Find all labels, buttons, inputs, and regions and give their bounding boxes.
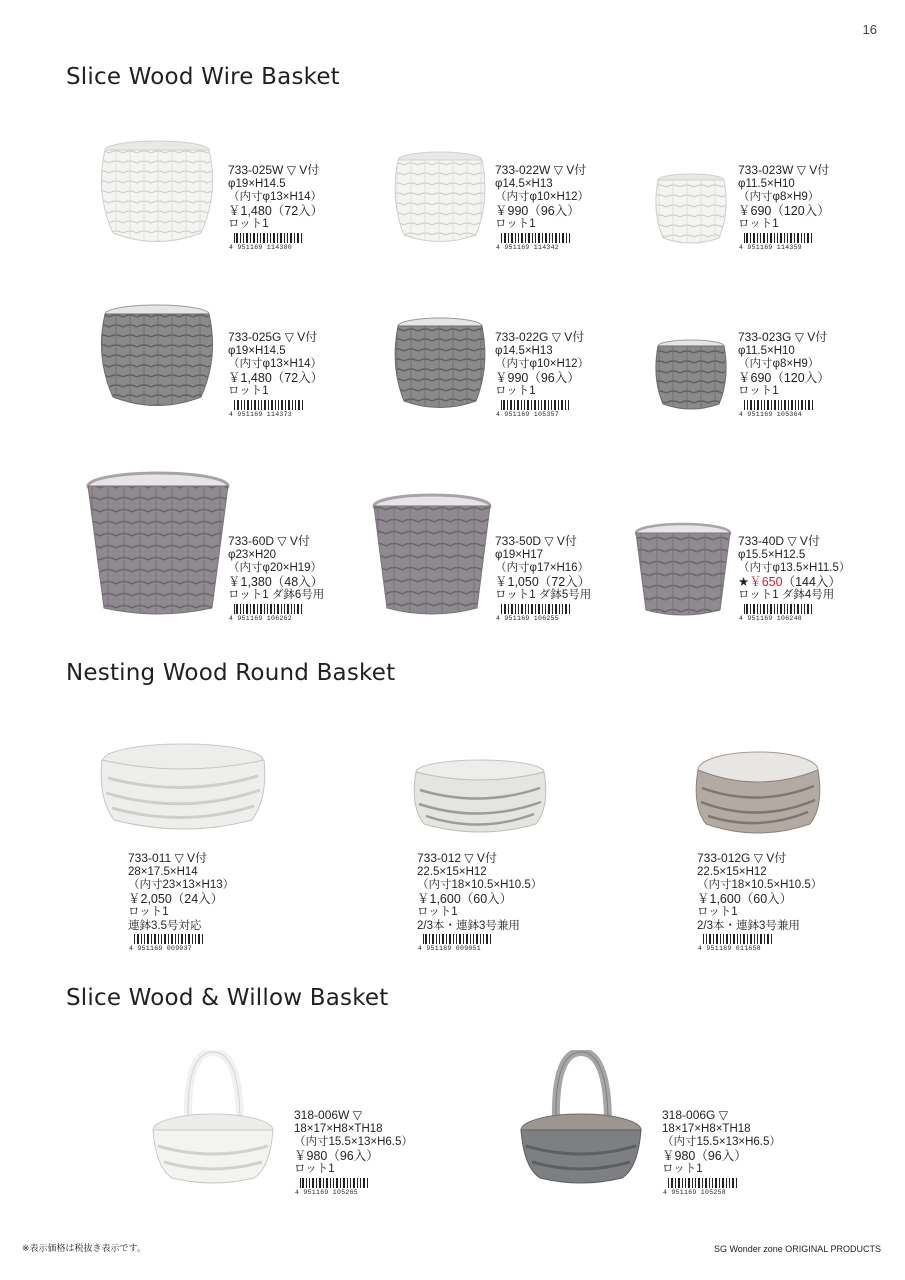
product-inner-size: （内寸15.5×13×H6.5） — [662, 1136, 781, 1148]
barcode-number: 4 951169 106255 — [496, 614, 560, 622]
product-size: 22.5×15×H12 — [417, 865, 487, 878]
price-sale: ￥650 — [749, 574, 783, 589]
barcode — [495, 400, 573, 416]
product-lot: ロット1 — [697, 906, 738, 918]
basket-photo-733-60D — [84, 470, 232, 620]
basket-photo-733-025G — [95, 302, 220, 412]
barcode-number: 4 951169 114359 — [739, 243, 803, 251]
product-inner-size: （内寸φ20×H19） — [228, 562, 323, 574]
product-inner-size: （内寸φ10×H12） — [495, 358, 590, 370]
barcode — [294, 1178, 372, 1194]
star-icon: ★ — [738, 574, 750, 589]
product-size: φ19×H17 — [495, 548, 544, 561]
product-lot: ロット1 — [738, 218, 779, 230]
product-price — [738, 576, 850, 590]
product-info-733-023W — [738, 164, 830, 249]
product-info-733-60D — [228, 535, 324, 620]
barcode — [228, 233, 306, 249]
product-price: ￥980（96入） — [662, 1148, 747, 1163]
product-code: 733-023W ▽ V付 — [738, 163, 830, 177]
page-number: 16 — [862, 22, 877, 37]
product-price: ￥1,050（72入） — [495, 574, 591, 589]
product-size: φ15.5×H12.5 — [738, 548, 806, 561]
basket-photo-733-011 — [98, 738, 268, 836]
product-lot: ロット1 — [662, 1163, 703, 1175]
basket-photo-733-012 — [410, 756, 550, 838]
barcode-number: 4 951169 009037 — [129, 945, 193, 952]
product-code: 733-011 ▽ V付 — [128, 851, 208, 865]
barcode — [738, 604, 816, 620]
product-size: 18×17×H8×TH18 — [294, 1122, 383, 1135]
product-info-733-025G — [228, 331, 323, 416]
product-info-733-022G — [495, 331, 589, 416]
basket-photo-733-023G — [652, 338, 730, 414]
product-note: 連鉢3.5号対応 — [128, 919, 202, 932]
barcode — [495, 233, 573, 249]
basket-photo-733-025W — [95, 138, 220, 248]
basket-photo-733-012G — [692, 748, 824, 842]
basket-photo-318-006W — [148, 1050, 278, 1188]
product-info-733-025W — [228, 164, 323, 249]
product-size: 22.5×15×H12 — [697, 865, 767, 878]
barcode-number: 4 951169 114342 — [496, 243, 560, 251]
product-info-733-012G — [697, 852, 822, 950]
product-price: ￥990（96入） — [495, 203, 580, 218]
product-code: 733-012G ▽ V付 — [697, 851, 787, 865]
product-info-733-50D — [495, 535, 591, 620]
product-code: 318-006W ▽ — [294, 1108, 362, 1122]
product-code: 733-60D ▽ V付 — [228, 534, 310, 548]
product-note: 2/3本・連鉢3号兼用 — [697, 919, 800, 932]
product-code: 733-40D ▽ V付 — [738, 534, 820, 548]
product-price: ￥1,600（60入） — [697, 891, 793, 906]
tax-note: ※表示価格は税抜き表示です。 — [22, 1243, 146, 1253]
basket-photo-733-022W — [390, 150, 490, 248]
product-size: φ11.5×H10 — [738, 344, 795, 357]
product-lot: ロット1 ダ鉢4号用 — [738, 589, 835, 601]
product-lot: ロット1 — [228, 385, 269, 397]
product-inner-size: （内寸φ8×H9） — [738, 191, 820, 203]
product-inner-size: （内寸18×10.5×H10.5） — [417, 879, 543, 891]
product-price: ￥980（96入） — [294, 1148, 379, 1163]
product-info-733-022W — [495, 164, 589, 249]
product-inner-size: （内寸23×13×H13） — [128, 879, 235, 891]
brand-footer: SG Wonder zone ORIGINAL PRODUCTS — [713, 1244, 881, 1254]
product-info-318-006G — [662, 1109, 781, 1194]
product-size: φ19×H14.5 — [228, 344, 286, 357]
basket-photo-733-50D — [370, 492, 494, 620]
product-lot: ロット1 ダ鉢5号用 — [495, 589, 592, 601]
barcode — [228, 400, 306, 416]
product-code: 733-023G ▽ V付 — [738, 330, 828, 344]
basket-photo-733-40D — [633, 522, 733, 620]
product-size: φ14.5×H13 — [495, 344, 553, 357]
barcode-number: 4 951169 105258 — [663, 1188, 727, 1196]
product-code: 733-022G ▽ V付 — [495, 330, 585, 344]
section-title-slice-wood-willow: Slice Wood & Willow Basket — [66, 985, 389, 1011]
product-code: 733-012 ▽ V付 — [417, 851, 497, 865]
barcode-number: 4 951169 009051 — [418, 945, 482, 952]
barcode-number: 4 951169 105265 — [295, 1188, 359, 1196]
barcode — [417, 934, 495, 950]
section-title-slice-wood-wire: Slice Wood Wire Basket — [66, 64, 340, 90]
barcode — [697, 934, 775, 950]
barcode — [128, 934, 206, 950]
product-inner-size: （内寸φ17×H16） — [495, 562, 590, 574]
product-inner-size: （内寸φ13×H14） — [228, 191, 323, 203]
product-info-733-012 — [417, 852, 542, 950]
product-code: 733-025W ▽ V付 — [228, 163, 320, 177]
product-lot: ロット1 — [128, 906, 169, 918]
product-note: 2/3本・連鉢3号兼用 — [417, 919, 520, 932]
product-inner-size: （内寸15.5×13×H6.5） — [294, 1136, 413, 1148]
product-size: 18×17×H8×TH18 — [662, 1122, 751, 1135]
product-inner-size: （内寸φ13×H14） — [228, 358, 323, 370]
product-lot: ロット1 ダ鉢6号用 — [228, 589, 325, 601]
barcode-number: 4 951169 105364 — [739, 410, 803, 418]
product-lot: ロット1 — [495, 218, 536, 230]
product-inner-size: （内寸φ8×H9） — [738, 358, 820, 370]
barcode — [495, 604, 573, 620]
product-price: ￥2,050（24入） — [128, 891, 224, 906]
product-code: 733-50D ▽ V付 — [495, 534, 577, 548]
product-inner-size: （内寸φ13.5×H11.5） — [738, 562, 851, 574]
product-info-318-006W — [294, 1109, 413, 1194]
product-inner-size: （内寸18×10.5×H10.5） — [697, 879, 823, 891]
product-lot: ロット1 — [738, 385, 779, 397]
barcode — [738, 400, 816, 416]
barcode-number: 4 951169 106248 — [739, 614, 803, 622]
barcode-number: 4 951169 105357 — [496, 410, 560, 418]
barcode-number: 4 951169 106262 — [229, 614, 293, 622]
product-price: ￥1,600（60入） — [417, 891, 513, 906]
product-size: φ14.5×H13 — [495, 177, 553, 190]
product-size: φ11.5×H10 — [738, 177, 795, 190]
product-lot: ロット1 — [495, 385, 536, 397]
product-price: ￥690（120入） — [738, 203, 830, 218]
product-price: ￥1,380（48入） — [228, 574, 324, 589]
product-code: 318-006G ▽ — [662, 1108, 728, 1122]
product-inner-size: （内寸φ10×H12） — [495, 191, 590, 203]
product-info-733-40D — [738, 535, 850, 620]
product-size: φ23×H20 — [228, 548, 277, 561]
product-price: ￥1,480（72入） — [228, 203, 324, 218]
product-info-733-011 — [128, 852, 234, 950]
barcode — [228, 604, 306, 620]
basket-photo-733-022G — [390, 316, 490, 414]
basket-photo-733-023W — [652, 172, 730, 248]
product-price: ￥990（96入） — [495, 370, 580, 385]
product-price: ￥1,480（72入） — [228, 370, 324, 385]
product-lot: ロット1 — [294, 1163, 335, 1175]
barcode — [738, 233, 816, 249]
product-lot: ロット1 — [228, 218, 269, 230]
barcode — [662, 1178, 740, 1194]
product-code: 733-025G ▽ V付 — [228, 330, 318, 344]
barcode-number: 4 951169 114373 — [229, 410, 293, 418]
product-info-733-023G — [738, 331, 830, 416]
product-size: φ19×H14.5 — [228, 177, 286, 190]
product-lot: ロット1 — [417, 906, 458, 918]
product-size: 28×17.5×H14 — [128, 865, 198, 878]
product-code: 733-022W ▽ V付 — [495, 163, 587, 177]
basket-photo-318-006G — [516, 1050, 646, 1188]
barcode-number: 4 951169 114380 — [229, 243, 293, 251]
price-quantity: （144入） — [782, 574, 841, 589]
product-price: ￥690（120入） — [738, 370, 830, 385]
section-title-nesting-wood-round: Nesting Wood Round Basket — [66, 660, 396, 686]
barcode-number: 4 951169 011658 — [698, 945, 762, 952]
